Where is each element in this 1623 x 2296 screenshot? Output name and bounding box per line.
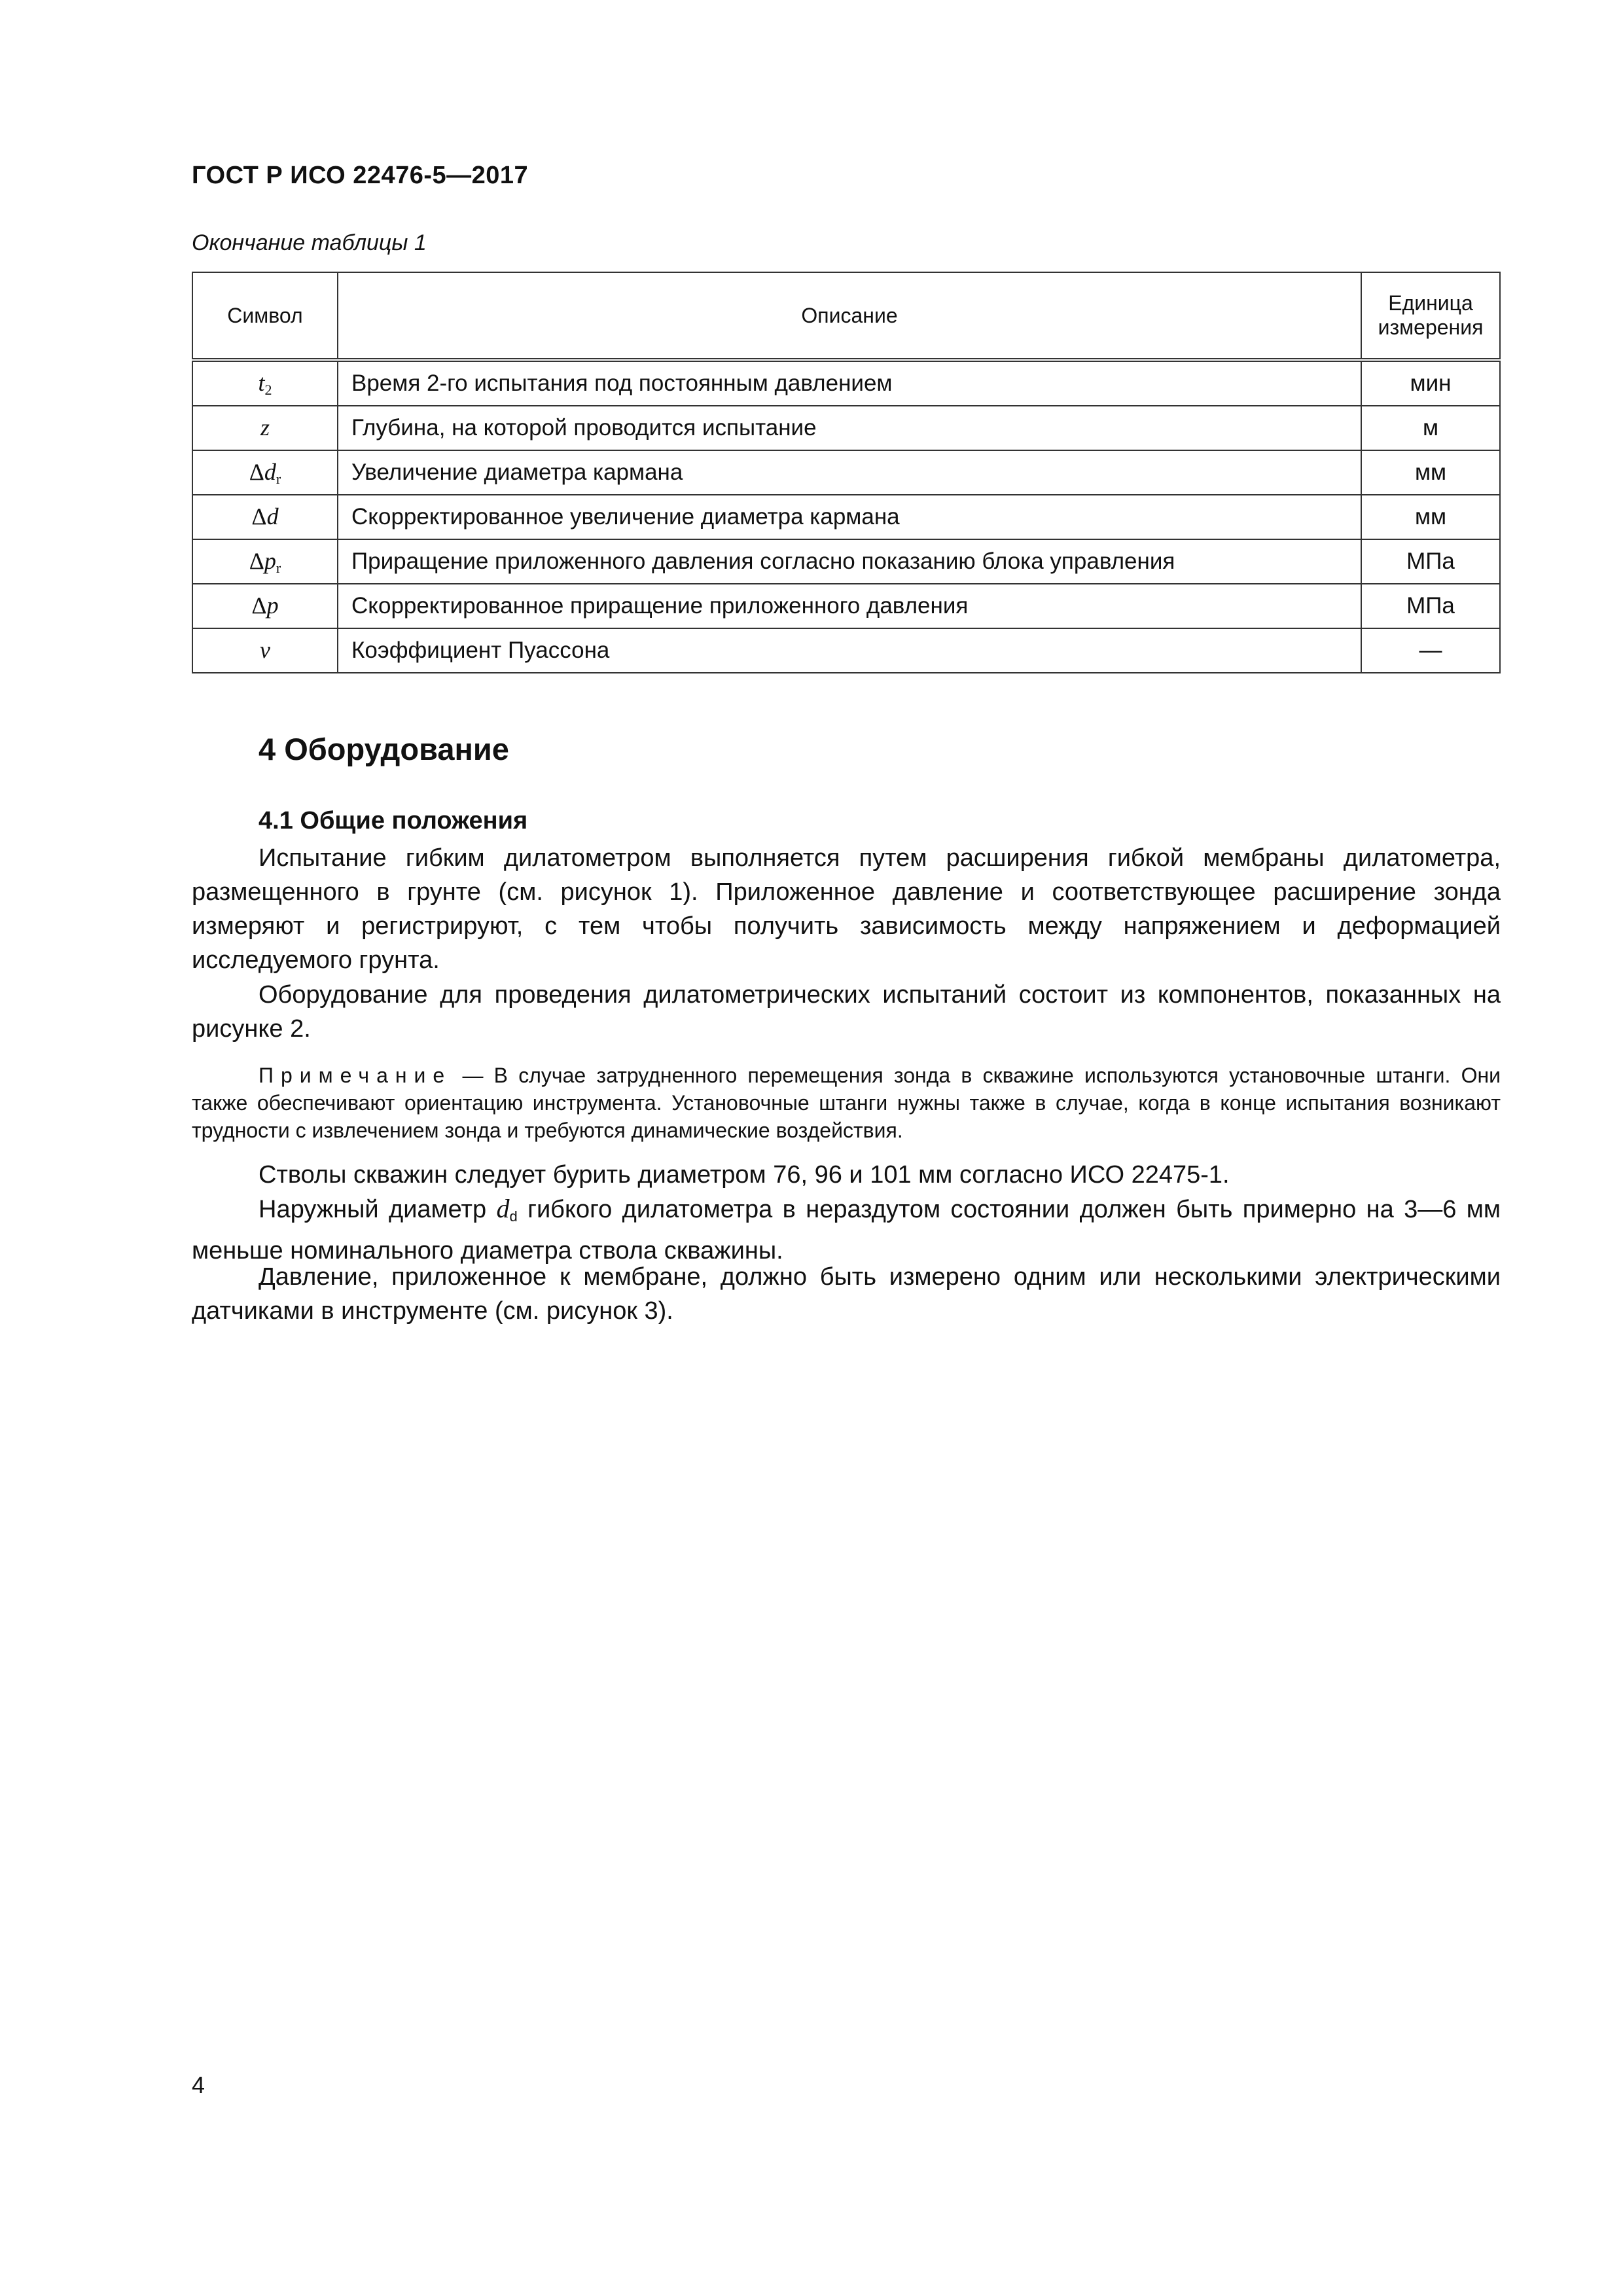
symbol-prefix: Δ xyxy=(251,503,267,529)
paragraph-5: Давление, приложенное к мембране, должно быть измерено одним или несколькими электрическими датчиками в инструменте (см. рисунок 3). xyxy=(192,1263,1501,1325)
row-unit: м xyxy=(1361,406,1500,450)
table-header-row xyxy=(192,272,1500,360)
row-description: Коэффициент Пуассона xyxy=(338,628,1361,673)
symbol-main: z xyxy=(260,414,270,440)
symbol-main: p xyxy=(264,547,276,574)
symbol-main: d xyxy=(264,458,276,485)
row-symbol xyxy=(192,539,338,584)
symbol-subscript: r xyxy=(276,470,281,487)
paragraph-3: Стволы скважин следует бурить диаметром 76, 96 и 101 мм согласно ИСО 22475-1. xyxy=(259,1161,1230,1189)
table-row xyxy=(192,406,1500,450)
section-title: 4 Оборудование xyxy=(259,732,509,766)
symbol-main: t xyxy=(258,369,265,396)
standard-header: ГОСТ Р ИСО 22476-5—2017 xyxy=(192,162,529,189)
row-unit: МПа xyxy=(1361,539,1500,584)
row-unit: мин xyxy=(1361,360,1500,406)
symbols-table xyxy=(192,272,1501,673)
paragraph-1: Испытание гибким дилатометром выполняется путем расширения гибкой мембраны дилатометра, размещенного в грунте (см. рисунок 1). Приложенное давление и соответствующее расширение зонда измеряют и регистрируют, с тем чтобы получить зависимость между напряжением и деформацией исследуемого грунта. xyxy=(192,844,1501,974)
symbol-main: ν xyxy=(260,636,270,663)
p4-before: Наружный диаметр xyxy=(259,1196,497,1223)
header-description: Описание xyxy=(338,272,1361,360)
header-unit xyxy=(1361,272,1500,360)
row-description: Приращение приложенного давления согласно показанию блока управления xyxy=(338,539,1361,584)
paragraph-2: Оборудование для проведения дилатометрических испытаний состоит из компонентов, показанных на рисунке 2. xyxy=(192,981,1501,1043)
row-symbol xyxy=(192,495,338,539)
p4-after: гибкого дилатометра в нераздутом состоянии должен быть примерно на 3—6 мм меньше номинального диаметра ствола скважины. xyxy=(192,1196,1501,1265)
table-row xyxy=(192,628,1500,673)
note-paragraph xyxy=(192,1062,1501,1144)
symbol-subscript: r xyxy=(276,559,281,576)
symbol-main: p xyxy=(266,592,279,619)
p4-subscript: d xyxy=(509,1208,518,1225)
row-description: Увеличение диаметра кармана xyxy=(338,450,1361,495)
note-text: — В случае затрудненного перемещения зонда в скважине используются установочные штанги. Они также обеспечивают ориентацию инструмента. Установочные штанги нужны также в случае, когда в конце испытания возникают трудности с извлечением зонда и требуются динамические воздействия. xyxy=(192,1064,1501,1142)
page-number: 4 xyxy=(192,2072,205,2098)
table-row xyxy=(192,495,1500,539)
note-label: Примечание xyxy=(259,1064,452,1087)
symbol-prefix: Δ xyxy=(249,458,264,485)
row-unit: мм xyxy=(1361,450,1500,495)
symbol-prefix: Δ xyxy=(249,547,264,574)
row-symbol xyxy=(192,406,338,450)
row-symbol xyxy=(192,360,338,406)
row-description: Глубина, на которой проводится испытание xyxy=(338,406,1361,450)
symbol-subscript: 2 xyxy=(264,381,272,398)
row-unit: — xyxy=(1361,628,1500,673)
table-row xyxy=(192,360,1500,406)
row-description: Время 2-го испытания под постоянным давлением xyxy=(338,360,1361,406)
table-caption: Окончание таблицы 1 xyxy=(192,230,427,255)
row-description: Скорректированное увеличение диаметра кармана xyxy=(338,495,1361,539)
row-description: Скорректированное приращение приложенного давления xyxy=(338,584,1361,628)
row-unit: МПа xyxy=(1361,584,1500,628)
subsection-title: 4.1 Общие положения xyxy=(259,807,528,834)
paragraph-4 xyxy=(192,1192,1501,1268)
symbol-prefix: Δ xyxy=(251,592,267,619)
row-symbol xyxy=(192,450,338,495)
row-unit: мм xyxy=(1361,495,1500,539)
header-unit-line1: Единица xyxy=(1388,291,1473,315)
row-symbol xyxy=(192,628,338,673)
p4-symbol: d xyxy=(496,1194,510,1223)
symbol-main: d xyxy=(266,503,279,529)
table-row xyxy=(192,584,1500,628)
row-symbol xyxy=(192,584,338,628)
table-row xyxy=(192,450,1500,495)
header-symbol: Символ xyxy=(192,272,338,360)
header-unit-line2: измерения xyxy=(1378,315,1484,339)
table-row xyxy=(192,539,1500,584)
